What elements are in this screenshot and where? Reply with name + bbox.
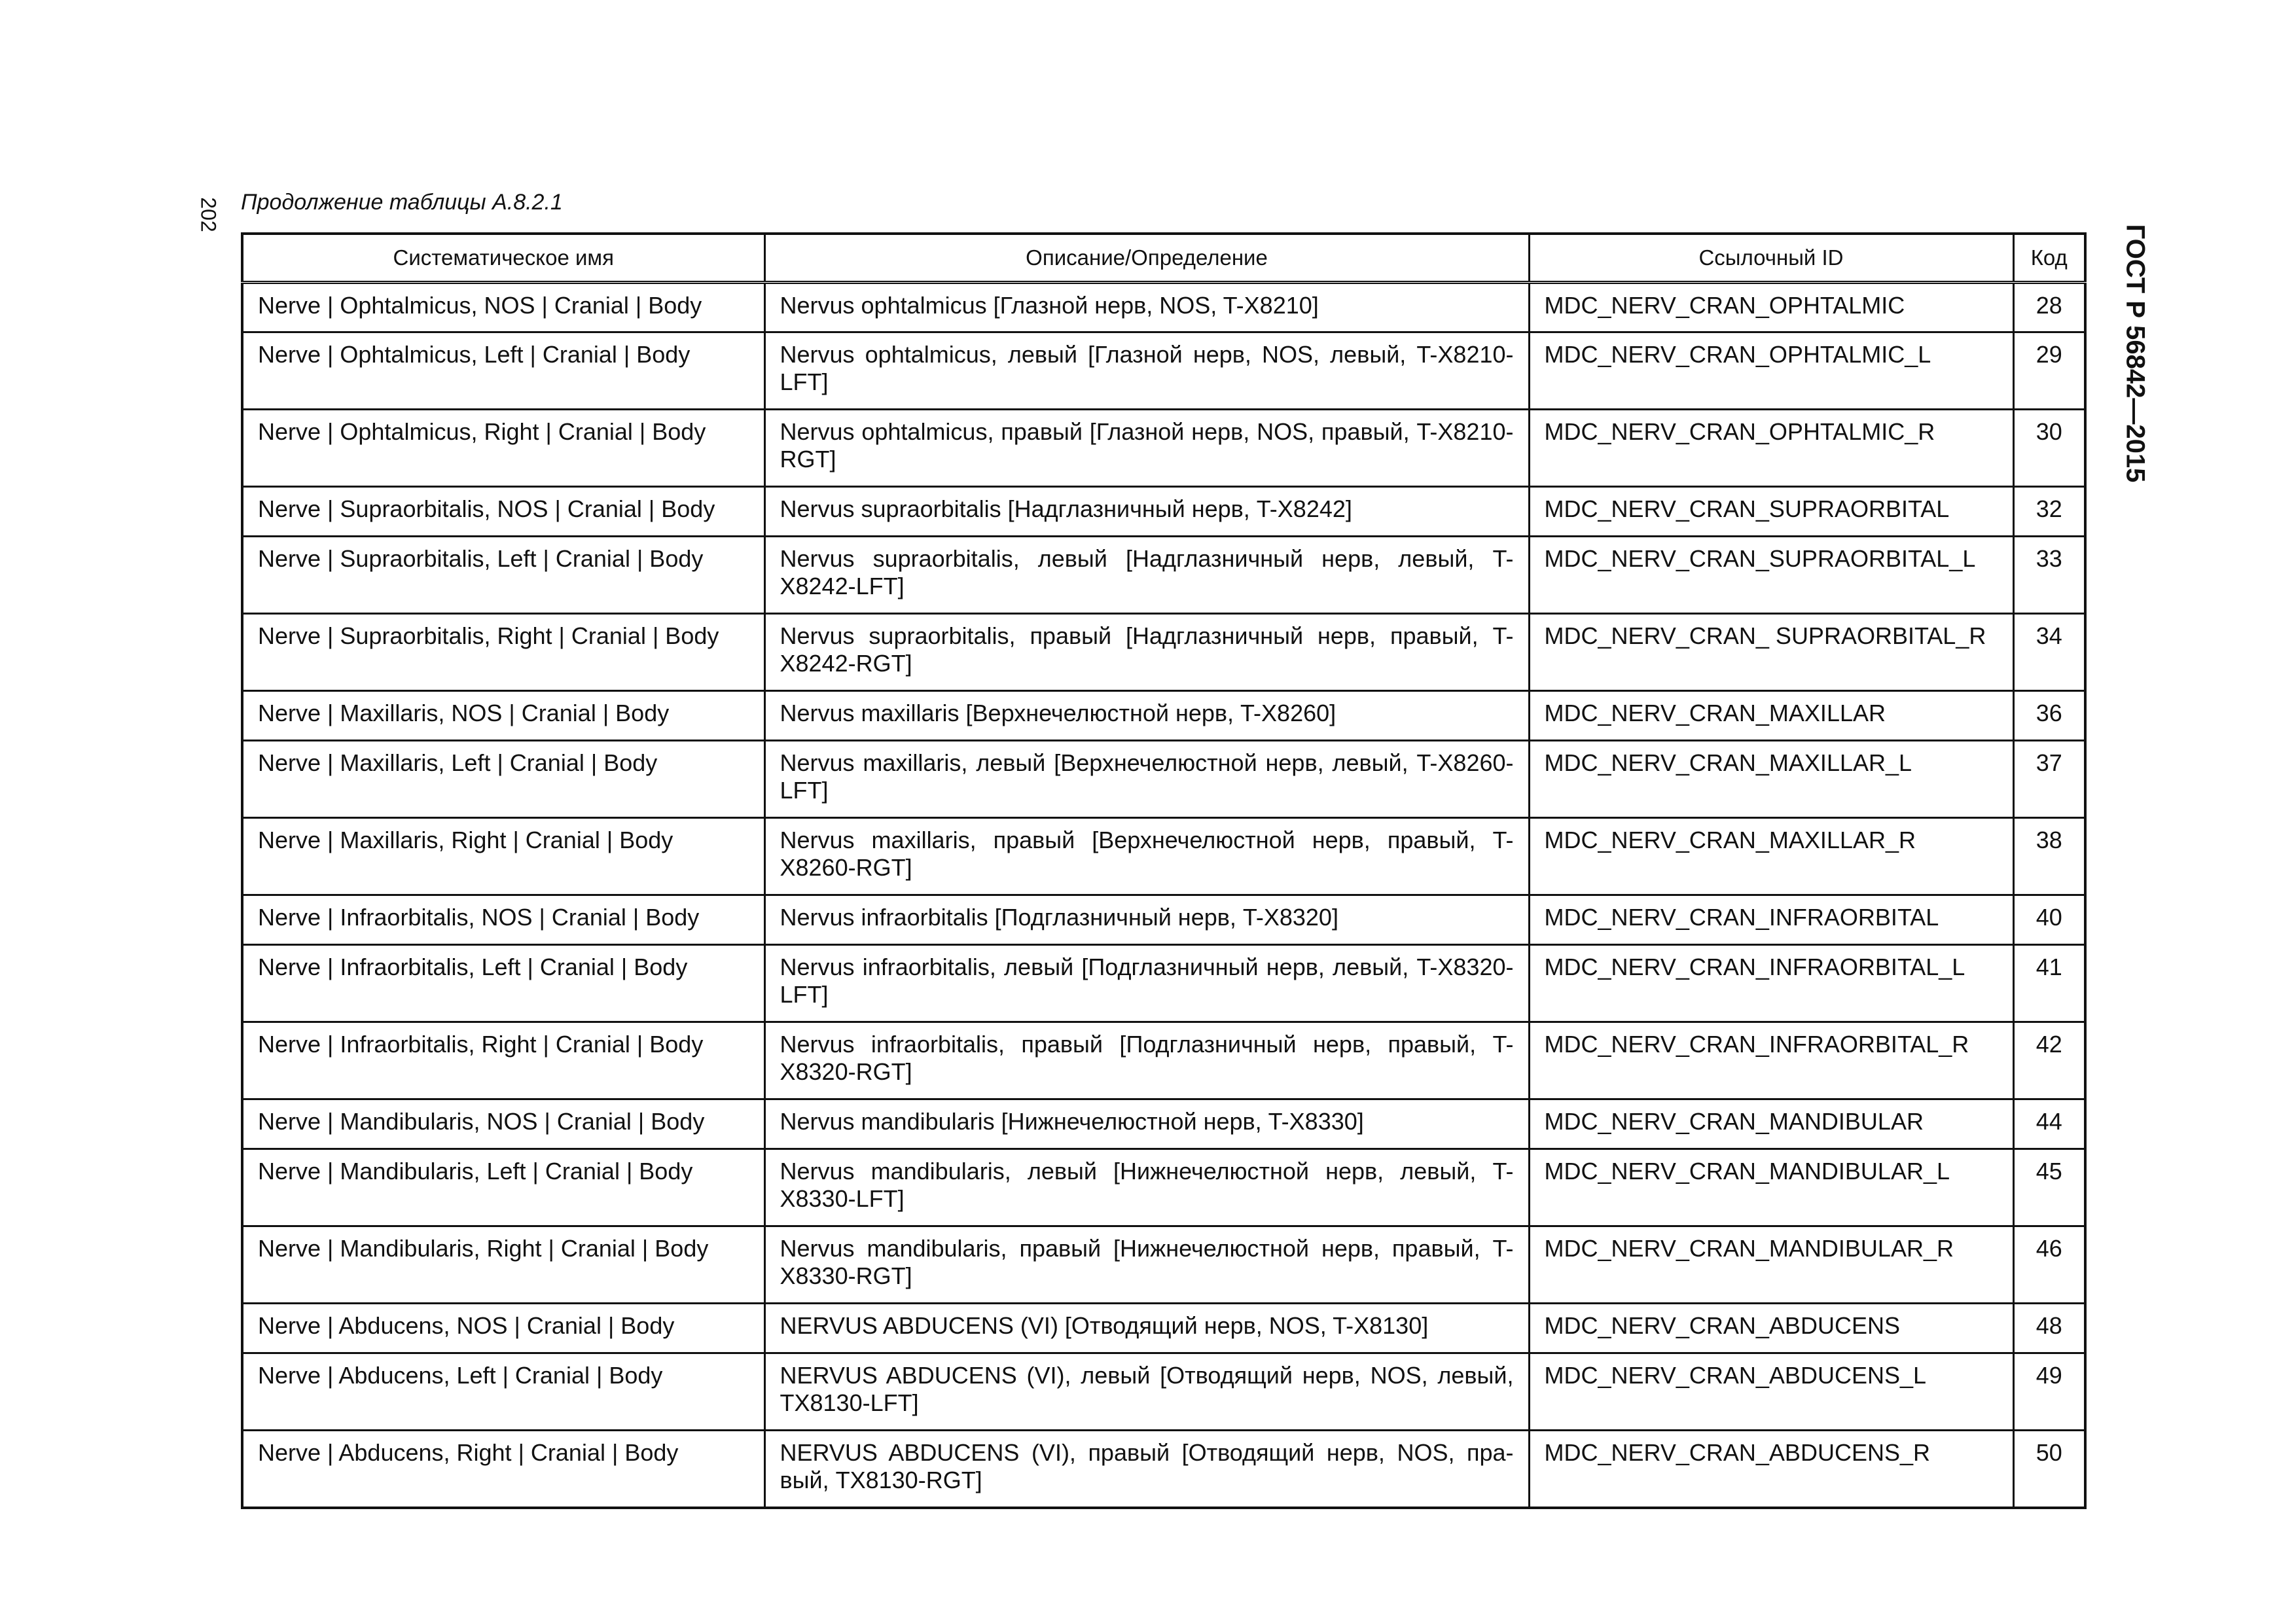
cell-reference-id: MDC_NERV_CRAN_INFRAORBITAL	[1529, 895, 2013, 945]
cell-code: 37	[2013, 741, 2085, 818]
data-table	[241, 232, 2087, 1509]
table-row	[242, 1149, 2085, 1226]
cell-description: Nervus supraorbitalis, левый [Надглазничный нерв, левый, T-X8242-LFT]	[764, 537, 1529, 614]
cell-reference-id: MDC_NERV_CRAN_MAXILLAR_R	[1529, 818, 2013, 895]
cell-description: Nervus maxillaris, левый [Верхнечелюстной нерв, левый, T-X8260-LFT]	[764, 741, 1529, 818]
cell-description: Nervus infraorbitalis [Подглазничный нерв, T-X8320]	[764, 895, 1529, 945]
cell-description: Nervus ophtalmicus, левый [Глазной нерв, NOS, левый, T-X8210-LFT]	[764, 332, 1529, 410]
cell-code: 38	[2013, 818, 2085, 895]
page-number: 202	[196, 197, 221, 232]
cell-reference-id: MDC_NERV_CRAN_MANDIBULAR	[1529, 1099, 2013, 1149]
cell-systematic-name: Nerve | Infraorbitalis, Right | Cranial | Body	[242, 1022, 764, 1099]
cell-description: NERVUS ABDUCENS (VI), правый [Отводящий нерв, NOS, правый, TX8130-RGT]	[764, 1431, 1529, 1508]
cell-reference-id: MDC_NERV_CRAN_MANDIBULAR_R	[1529, 1226, 2013, 1304]
cell-reference-id: MDC_NERV_CRAN_INFRAORBITAL_L	[1529, 945, 2013, 1022]
cell-code: 32	[2013, 487, 2085, 537]
table-row	[242, 895, 2085, 945]
cell-systematic-name: Nerve | Ophtalmicus, NOS | Cranial | Body	[242, 283, 764, 332]
cell-code: 28	[2013, 283, 2085, 332]
cell-code: 42	[2013, 1022, 2085, 1099]
cell-description: Nervus mandibularis [Нижнечелюстной нерв, T-X8330]	[764, 1099, 1529, 1149]
column-header-reference-id: Ссылочный ID	[1529, 234, 2013, 283]
column-header-description: Описание/Определение	[764, 234, 1529, 283]
cell-systematic-name: Nerve | Maxillaris, Left | Cranial | Body	[242, 741, 764, 818]
table-row	[242, 691, 2085, 741]
table-caption: Продолжение таблицы А.8.2.1	[241, 190, 563, 215]
cell-description: Nervus infraorbitalis, левый [Подглазничный нерв, левый, T-X8320-LFT]	[764, 945, 1529, 1022]
cell-reference-id: MDC_NERV_CRAN_MAXILLAR	[1529, 691, 2013, 741]
cell-code: 29	[2013, 332, 2085, 410]
cell-systematic-name: Nerve | Maxillaris, Right | Cranial | Body	[242, 818, 764, 895]
cell-code: 49	[2013, 1353, 2085, 1431]
cell-systematic-name: Nerve | Supraorbitalis, Right | Cranial | Body	[242, 614, 764, 691]
table-row	[242, 283, 2085, 332]
table-header-row	[242, 234, 2085, 283]
table-row	[242, 1304, 2085, 1353]
cell-description: Nervus infraorbitalis, правый [Подглазничный нерв, правый, T-X8320-RGT]	[764, 1022, 1529, 1099]
table-row	[242, 614, 2085, 691]
cell-code: 40	[2013, 895, 2085, 945]
table-row	[242, 1431, 2085, 1508]
cell-reference-id: MDC_NERV_CRAN_MAXILLAR_L	[1529, 741, 2013, 818]
cell-description: Nervus supraorbitalis [Надглазничный нерв, T-X8242]	[764, 487, 1529, 537]
cell-code: 45	[2013, 1149, 2085, 1226]
cell-reference-id: MDC_NERV_CRAN_ABDUCENS_L	[1529, 1353, 2013, 1431]
cell-reference-id: MDC_NERV_CRAN_ABDUCENS	[1529, 1304, 2013, 1353]
cell-reference-id: MDC_NERV_CRAN_MANDIBULAR_L	[1529, 1149, 2013, 1226]
cell-description: NERVUS ABDUCENS (VI), левый [Отводящий нерв, NOS, левый, TX8130-LFT]	[764, 1353, 1529, 1431]
table-row	[242, 1353, 2085, 1431]
cell-code: 41	[2013, 945, 2085, 1022]
cell-reference-id: MDC_NERV_CRAN_ SUPRAORBITAL_R	[1529, 614, 2013, 691]
table-row	[242, 332, 2085, 410]
cell-systematic-name: Nerve | Mandibularis, NOS | Cranial | Body	[242, 1099, 764, 1149]
table-row	[242, 818, 2085, 895]
table-body	[242, 283, 2085, 1508]
cell-systematic-name: Nerve | Ophtalmicus, Left | Cranial | Body	[242, 332, 764, 410]
cell-systematic-name: Nerve | Abducens, NOS | Cranial | Body	[242, 1304, 764, 1353]
cell-code: 50	[2013, 1431, 2085, 1508]
cell-systematic-name: Nerve | Abducens, Right | Cranial | Body	[242, 1431, 764, 1508]
cell-description: Nervus mandibularis, левый [Нижнечелюстной нерв, левый, T-X8330-LFT]	[764, 1149, 1529, 1226]
cell-reference-id: MDC_NERV_CRAN_SUPRAORBITAL	[1529, 487, 2013, 537]
cell-systematic-name: Nerve | Abducens, Left | Cranial | Body	[242, 1353, 764, 1431]
cell-code: 48	[2013, 1304, 2085, 1353]
cell-code: 33	[2013, 537, 2085, 614]
cell-systematic-name: Nerve | Supraorbitalis, Left | Cranial | Body	[242, 537, 764, 614]
table-row	[242, 1226, 2085, 1304]
cell-reference-id: MDC_NERV_CRAN_ABDUCENS_R	[1529, 1431, 2013, 1508]
table-row	[242, 537, 2085, 614]
cell-description: Nervus maxillaris [Верхнечелюстной нерв, T-X8260]	[764, 691, 1529, 741]
cell-code: 36	[2013, 691, 2085, 741]
column-header-code: Код	[2013, 234, 2085, 283]
cell-code: 34	[2013, 614, 2085, 691]
table-row	[242, 1099, 2085, 1149]
column-header-name: Систематическое имя	[242, 234, 764, 283]
cell-systematic-name: Nerve | Infraorbitalis, NOS | Cranial | Body	[242, 895, 764, 945]
cell-code: 44	[2013, 1099, 2085, 1149]
cell-reference-id: MDC_NERV_CRAN_OPHTALMIC_R	[1529, 410, 2013, 487]
cell-reference-id: MDC_NERV_CRAN_INFRAORBITAL_R	[1529, 1022, 2013, 1099]
cell-systematic-name: Nerve | Supraorbitalis, NOS | Cranial | Body	[242, 487, 764, 537]
cell-reference-id: MDC_NERV_CRAN_OPHTALMIC_L	[1529, 332, 2013, 410]
cell-systematic-name: Nerve | Mandibularis, Right | Cranial | Body	[242, 1226, 764, 1304]
cell-systematic-name: Nerve | Ophtalmicus, Right | Cranial | Body	[242, 410, 764, 487]
cell-description: NERVUS ABDUCENS (VI) [Отводящий нерв, NOS, T-X8130]	[764, 1304, 1529, 1353]
cell-description: Nervus ophtalmicus, правый [Глазной нерв, NOS, правый, T-X8210-RGT]	[764, 410, 1529, 487]
document-code: ГОСТ Р 56842—2015	[2121, 224, 2150, 483]
cell-description: Nervus ophtalmicus [Глазной нерв, NOS, T-X8210]	[764, 283, 1529, 332]
table-row	[242, 1022, 2085, 1099]
table-row	[242, 741, 2085, 818]
cell-code: 46	[2013, 1226, 2085, 1304]
table-row	[242, 945, 2085, 1022]
cell-description: Nervus supraorbitalis, правый [Надглазничный нерв, правый, T-X8242-RGT]	[764, 614, 1529, 691]
cell-code: 30	[2013, 410, 2085, 487]
cell-description: Nervus maxillaris, правый [Верхнечелюстной нерв, правый, T-X8260-RGT]	[764, 818, 1529, 895]
cell-systematic-name: Nerve | Maxillaris, NOS | Cranial | Body	[242, 691, 764, 741]
cell-description: Nervus mandibularis, правый [Нижнечелюстной нерв, правый, T-X8330-RGT]	[764, 1226, 1529, 1304]
cell-reference-id: MDC_NERV_CRAN_SUPRAORBITAL_L	[1529, 537, 2013, 614]
cell-reference-id: MDC_NERV_CRAN_OPHTALMIC	[1529, 283, 2013, 332]
table-row	[242, 487, 2085, 537]
cell-systematic-name: Nerve | Infraorbitalis, Left | Cranial | Body	[242, 945, 764, 1022]
cell-systematic-name: Nerve | Mandibularis, Left | Cranial | Body	[242, 1149, 764, 1226]
table-row	[242, 410, 2085, 487]
